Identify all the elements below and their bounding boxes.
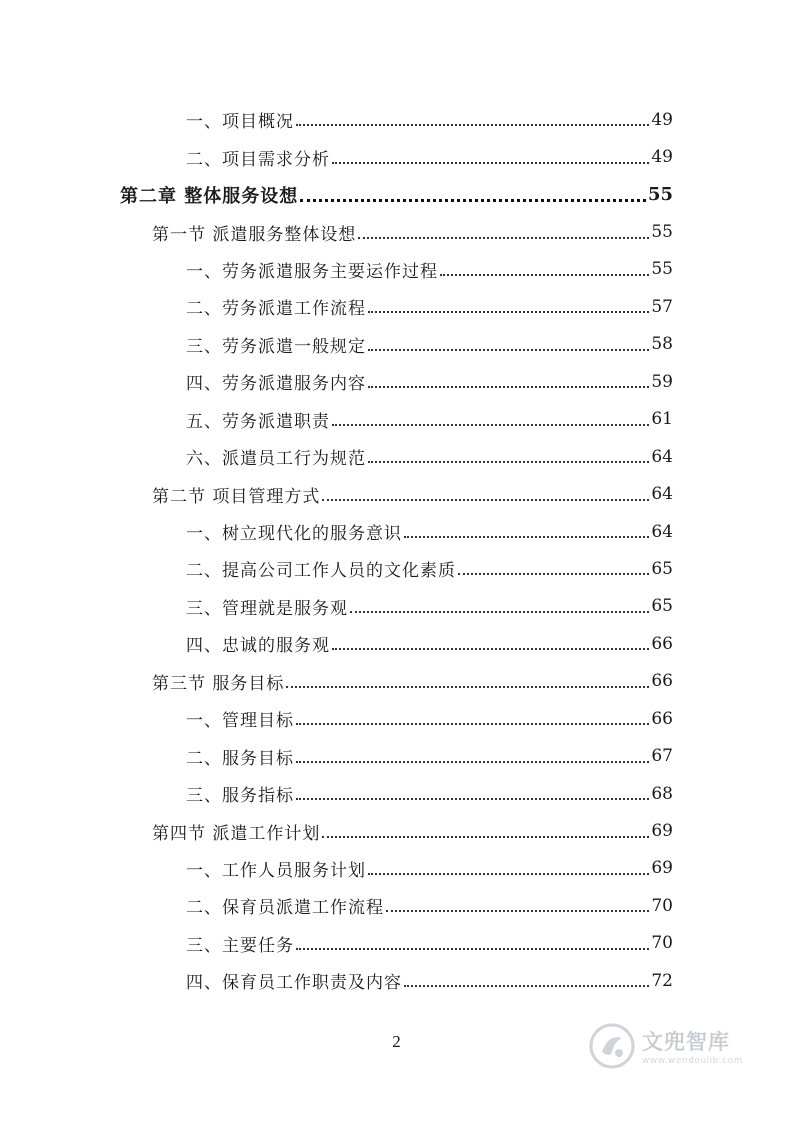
toc-entry-label: 第三节 服务目标 [152, 673, 285, 694]
toc-entry-label: 二、劳务派遣工作流程 [186, 299, 366, 320]
dot-leader [332, 161, 649, 164]
toc-entry[interactable] [0, 775, 793, 812]
dot-leader [296, 947, 649, 950]
toc-entry-label: 二、项目需求分析 [186, 149, 330, 170]
toc-entry-page: 69 [651, 858, 673, 879]
toc-entry-label: 六、派遣员工行为规范 [186, 449, 366, 470]
dot-leader [368, 872, 649, 875]
toc-entry-page: 66 [651, 633, 673, 654]
toc-entry-page: 70 [651, 895, 673, 916]
toc-chapter-entry[interactable] [0, 176, 793, 213]
toc-entry-page: 58 [651, 334, 673, 355]
table-of-contents [0, 101, 793, 1000]
toc-entry-label: 三、管理就是服务观 [186, 598, 348, 619]
toc-entry[interactable] [0, 700, 793, 737]
watermark-title: 文兜智库 [642, 1030, 730, 1054]
toc-entry-label: 四、保育员工作职责及内容 [186, 973, 402, 994]
toc-entry-label: 一、树立现代化的服务意识 [186, 524, 402, 545]
toc-entry-page: 49 [651, 147, 673, 168]
toc-entry[interactable] [0, 588, 793, 625]
toc-entry-label: 一、项目概况 [186, 112, 294, 133]
toc-entry-page: 68 [651, 783, 673, 804]
toc-entry[interactable] [0, 363, 793, 400]
watermark-url: www.wendoulib.com [642, 1056, 743, 1066]
dot-leader [300, 198, 646, 202]
toc-entry-label: 四、忠诚的服务观 [186, 636, 330, 657]
toc-entry[interactable] [0, 925, 793, 962]
toc-entry-page: 57 [651, 296, 673, 317]
toc-entry-page: 64 [651, 484, 673, 505]
toc-entry-page: 66 [651, 708, 673, 729]
toc-entry[interactable] [0, 850, 793, 887]
toc-entry-page: 55 [647, 184, 673, 206]
dot-leader [368, 310, 649, 313]
toc-entry-label: 一、管理目标 [186, 711, 294, 732]
toc-entry[interactable] [0, 401, 793, 438]
toc-entry-label: 第四节 派遣工作计划 [152, 823, 321, 844]
watermark [588, 1018, 758, 1074]
toc-entry-page: 64 [651, 446, 673, 467]
toc-entry-label: 二、保育员派遣工作流程 [186, 898, 384, 919]
toc-entry[interactable] [0, 550, 793, 587]
dot-leader [368, 385, 649, 388]
toc-entry-label: 第二节 项目管理方式 [152, 486, 321, 507]
toc-entry-label: 二、服务目标 [186, 748, 294, 769]
dot-leader [440, 273, 649, 276]
toc-entry-page: 65 [651, 596, 673, 617]
dot-leader [296, 797, 649, 800]
toc-section-entry[interactable] [0, 812, 793, 849]
toc-entry-page: 64 [651, 521, 673, 542]
toc-entry-page: 66 [651, 671, 673, 692]
toc-entry-label: 二、提高公司工作人员的文化素质 [186, 561, 456, 582]
toc-entry-label: 四、劳务派遣服务内容 [186, 374, 366, 395]
toc-section-entry[interactable] [0, 213, 793, 250]
dot-leader [404, 535, 649, 538]
toc-entry[interactable] [0, 438, 793, 475]
toc-entry-label: 一、劳务派遣服务主要运作过程 [186, 261, 438, 282]
dot-leader [368, 348, 649, 351]
toc-entry[interactable] [0, 326, 793, 363]
dot-leader [296, 722, 649, 725]
toc-entry-label: 三、服务指标 [186, 786, 294, 807]
dot-leader [350, 610, 649, 613]
toc-entry[interactable] [0, 251, 793, 288]
toc-entry[interactable] [0, 887, 793, 924]
toc-entry-label: 一、工作人员服务计划 [186, 860, 366, 881]
toc-entry-page: 67 [651, 746, 673, 767]
toc-entry-page: 49 [651, 109, 673, 130]
dot-leader [358, 236, 649, 239]
toc-entry-page: 61 [651, 409, 673, 430]
toc-entry-label: 五、劳务派遣职责 [186, 411, 330, 432]
toc-entry-label: 第二章 整体服务设想 [120, 185, 299, 207]
dot-leader [296, 123, 649, 126]
toc-entry[interactable] [0, 737, 793, 774]
dot-leader [332, 647, 649, 650]
toc-entry[interactable] [0, 625, 793, 662]
dot-leader [404, 984, 649, 987]
toc-entry-page: 55 [651, 222, 673, 243]
toc-entry-label: 三、劳务派遣一般规定 [186, 336, 366, 357]
toc-entry-label: 三、主要任务 [186, 935, 294, 956]
toc-entry[interactable] [0, 101, 793, 138]
dot-leader [322, 498, 649, 501]
toc-entry-page: 70 [651, 933, 673, 954]
toc-entry-page: 69 [651, 821, 673, 842]
toc-entry-page: 55 [651, 259, 673, 280]
toc-entry-page: 59 [651, 371, 673, 392]
toc-entry-page: 65 [651, 558, 673, 579]
dot-leader [332, 423, 649, 426]
toc-entry[interactable] [0, 138, 793, 175]
toc-entry-page: 72 [651, 970, 673, 991]
dot-leader [286, 685, 649, 688]
toc-entry[interactable] [0, 288, 793, 325]
dot-leader [322, 835, 649, 838]
page-number: 2 [392, 1032, 401, 1051]
toc-section-entry[interactable] [0, 663, 793, 700]
dot-leader [386, 909, 649, 912]
dot-leader [368, 460, 649, 463]
dot-leader [296, 760, 649, 763]
dot-leader [458, 572, 649, 575]
watermark-logo-icon [588, 1022, 636, 1070]
toc-section-entry[interactable] [0, 475, 793, 512]
toc-entry-label: 第一节 派遣服务整体设想 [152, 224, 357, 245]
toc-entry[interactable] [0, 513, 793, 550]
toc-entry[interactable] [0, 962, 793, 999]
